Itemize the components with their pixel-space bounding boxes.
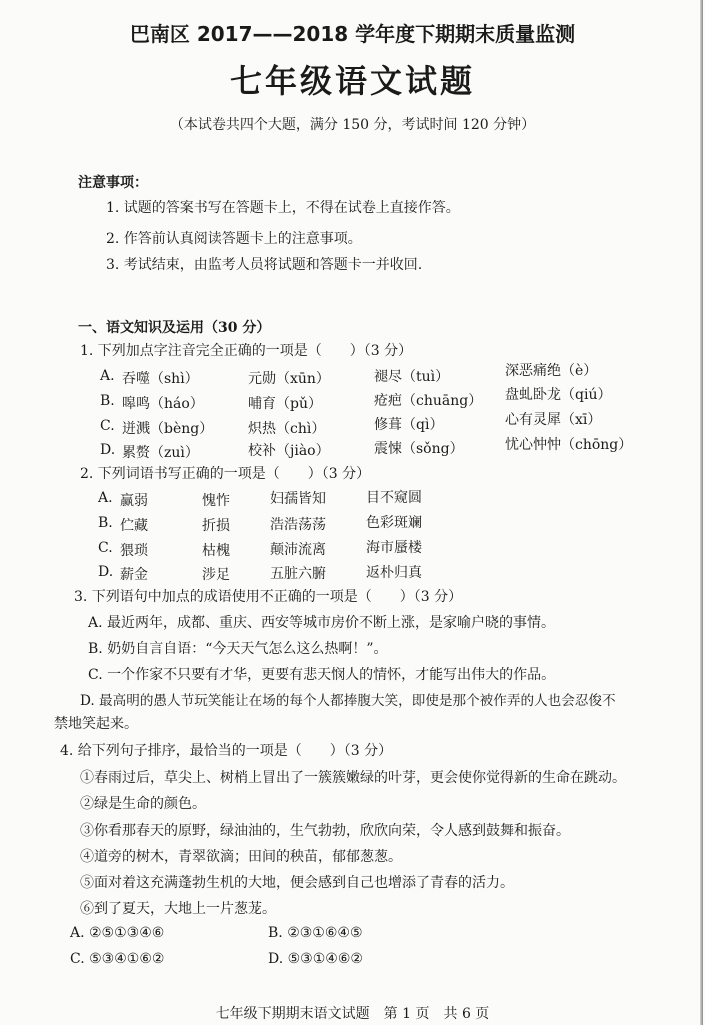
q1-option-label: B. (100, 393, 115, 409)
q4-choice-b: B. ②③①⑥④⑤ (268, 925, 363, 941)
q2-option-label: C. (98, 540, 113, 556)
exam-title-line1: 巴南区 2017——2018 学年度下期期末质量监测 (129, 22, 576, 46)
q4-choice-a: A. ②⑤①③④⑥ (70, 925, 165, 941)
q1-cell: 吞噬（shì） (122, 371, 199, 387)
q1-option-label: D. (100, 442, 116, 458)
q4-choice-c: C. ⑤③④①⑥② (70, 951, 165, 967)
q3-option-d: D. 最高明的愚人节玩笑能让在场的每个人都捧腹大笑，即使是那个被作弄的人也会忍俊不 (80, 693, 616, 709)
exam-subtitle: （本试卷共四个大题，满分 150 分，考试时间 120 分钟） (169, 117, 536, 133)
q4-sentence: ②绿是生命的颜色。 (80, 796, 206, 812)
q2-option-label: B. (98, 515, 113, 531)
q1-cell: 震悚（sǒng） (374, 441, 464, 457)
q2-cell: 枯槐 (202, 543, 230, 559)
q1-cell: 心有灵犀（xī） (505, 412, 602, 428)
notes-heading: 注意事项： (78, 175, 148, 191)
q1-option-label: A. (100, 368, 115, 384)
q2-cell: 色彩斑斓 (366, 515, 422, 531)
q2-cell: 颠沛流离 (270, 542, 326, 558)
q4-sentence: ⑤面对着这充满蓬勃生机的大地，便会感到自己也增添了青春的活力。 (80, 875, 514, 891)
note-item: 2. 作答前认真阅读答题卡上的注意事项。 (106, 231, 362, 247)
q2-option-label: D. (98, 564, 114, 580)
q1-cell: 修葺（qì） (374, 417, 444, 433)
q1-cell: 褪尽（tuì） (374, 369, 450, 385)
q2-cell: 海市蜃楼 (366, 540, 422, 556)
q1-cell: 校补（jiào） (248, 443, 330, 459)
q2-cell: 妇孺皆知 (270, 491, 326, 507)
q2-cell: 五脏六腑 (270, 566, 326, 582)
q4-sentence: ①春雨过后，草尖上、树梢上冒出了一簇簇嫩绿的叶芽，更会使你觉得新的生命在跳动。 (80, 770, 626, 786)
q3-option-d-continued: 禁地笑起来。 (54, 716, 138, 732)
q2-cell: 伫藏 (120, 518, 148, 534)
q1-cell: 疮疤（chuāng） (374, 393, 483, 409)
note-item: 3. 考试结束，由监考人员将试题和答题卡一并收回. (106, 257, 423, 273)
q4-choice-d: D. ⑤③①④⑥② (268, 951, 363, 967)
q1-cell: 深恶痛绝（è） (505, 363, 598, 379)
q3-option-a: A. 最近两年，成都、重庆、西安等城市房价不断上涨，是家喻户晓的事情。 (88, 615, 556, 631)
q1-cell: 盘虬卧龙（qiú） (505, 387, 612, 403)
page-footer: 七年级下期期末语文试题 第 1 页 共 6 页 (215, 1006, 490, 1022)
q4-sentence: ⑥到了夏天，大地上一片葱茏。 (80, 901, 276, 917)
q1-cell: 忧心忡忡（chōng） (505, 437, 633, 453)
q1-cell: 累赘（zuì） (122, 445, 199, 461)
q2-cell: 浩浩荡荡 (270, 517, 326, 533)
q2-cell: 薪金 (120, 567, 148, 583)
q4-sentence: ④道旁的树木，青翠欲滴；田间的秧苗，郁郁葱葱。 (80, 849, 402, 865)
q2-option-label: A. (98, 490, 113, 506)
q3-option-b: B. 奶奶自言自语：“今天天气怎么这么热啊！”。 (88, 641, 388, 657)
q2-cell: 涉足 (202, 567, 230, 583)
question-1-stem: 1. 下列加点字注音完全正确的一项是（ ）（3 分） (80, 343, 413, 359)
q2-cell: 猥琐 (120, 543, 148, 559)
q2-cell: 愧怍 (202, 493, 230, 509)
q2-cell: 折损 (202, 518, 230, 534)
question-2-stem: 2. 下列词语书写正确的一项是（ ）（3 分） (80, 466, 371, 482)
exam-title-main: 七年级语文试题 (229, 62, 475, 100)
scan-edge-shadow (700, 0, 703, 1025)
q1-cell: 炽热（chì） (248, 421, 326, 437)
question-4-stem: 4. 给下列句子排序，最恰当的一项是（ ）（3 分） (60, 743, 393, 759)
q2-cell: 目不窥圆 (366, 490, 422, 506)
note-item: 1. 试题的答案书写在答题卡上，不得在试卷上直接作答。 (106, 200, 460, 216)
q3-option-c: C. 一个作家不只要有才华，更要有悲天悯人的情怀，才能写出伟大的作品。 (88, 667, 556, 683)
q1-option-label: C. (100, 418, 115, 434)
q1-cell: 嗥鸣（háo） (122, 396, 204, 412)
q2-cell: 返朴归真 (366, 565, 422, 581)
section-1-title: 一、语文知识及运用（30 分） (78, 320, 271, 336)
q1-cell: 元勋（xūn） (248, 371, 330, 387)
question-3-stem: 3. 下列语句中加点的成语使用不正确的一项是（ ）（3 分） (74, 589, 463, 605)
q1-cell: 哺育（pǔ） (248, 396, 322, 412)
q4-sentence: ③你看那春天的原野，绿油油的，生气勃勃，欣欣向荣，令人感到鼓舞和振奋。 (80, 823, 570, 839)
q2-cell: 赢弱 (120, 493, 148, 509)
q1-cell: 迸溅（bèng） (122, 421, 214, 437)
